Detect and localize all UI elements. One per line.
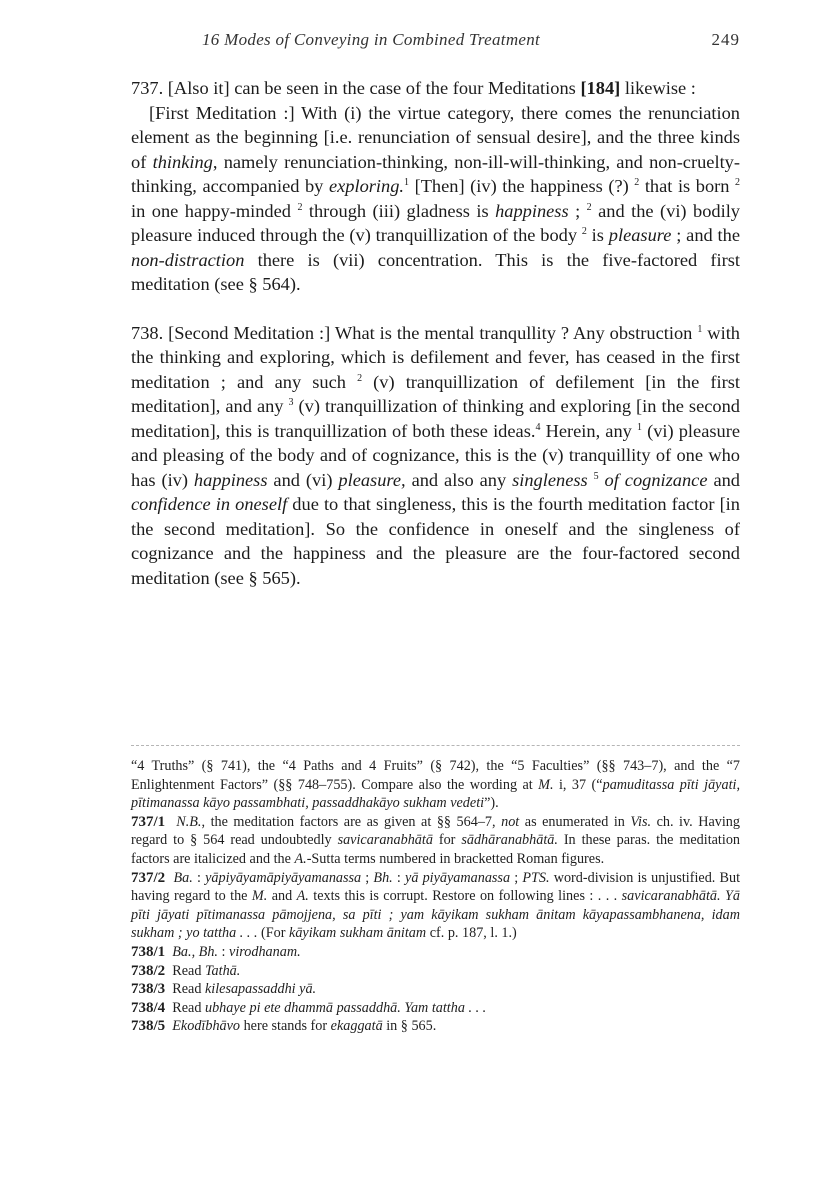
footnote-marker: 4 [535, 421, 541, 433]
footnote-738-1: 738/1 Ba., Bh. : virodhanam. [131, 943, 301, 960]
footnote-marker: 1 [636, 421, 642, 433]
footnote-continuation: “4 Truths” (§ 741), the “4 Paths and 4 Fruits” (§ 742), the “5 Faculties” (§§ 743–7), and the “7 Enlightenment Factors” (§§ 748–755). Compare also the wording at M. i, 37 (“pamuditassa pīti jāyati, pītimanassa kāyo passambhati, passaddhakāyo sukham vedeti”). [131, 758, 740, 812]
footnote-marker: 2 [735, 177, 740, 188]
page-reference: [184] [580, 78, 621, 98]
footnotes [131, 757, 740, 1036]
paragraph-number: 738. [131, 322, 164, 343]
footnote-738-2: 738/2 Read Tathā. [131, 962, 241, 979]
footnote-marker: 3 [288, 397, 294, 408]
footnote-divider [131, 745, 740, 746]
footnote-marker: 2 [634, 177, 640, 188]
footnote-738-5: 738/5 Ekodībhāvo here stands for ekaggatā in § 565. [131, 1018, 437, 1035]
footnote-label: 738/3 [131, 981, 166, 998]
main-text [131, 76, 740, 590]
footnote-738-3: 738/3 Read kilesapassaddhi yā. [131, 981, 317, 998]
footnote-label: 738/4 [131, 999, 166, 1016]
footnote-marker: 5 [593, 470, 599, 482]
footnote-738-4: 738/4 Read ubhaye pi ete dhammā passaddhā. Yam tattha . . . [131, 999, 487, 1016]
footnote-label: 738/1 [131, 943, 166, 960]
footnote-label: 738/5 [131, 1018, 166, 1035]
footnote-737-2: 737/2 Ba. : yāpiyāyamāpiyāyamanassa ; Bh. : yā piyāyamanassa ; PTS. word-division is unjustified. But having regard to the M. and A. texts this is corrupt. Restore on following lines : . . . savicaranabhātā. Yā pīti jāyati pītimanassa pāmojjena, sa pīti ; yam kāyikam sukham ānitam kāyapassambhanena, idam sukham ; yo tattha . . . (For kāyikam sukham ānitam cf. p. 187, l. 1.) [131, 869, 741, 942]
footnote-label: 737/2 [131, 869, 166, 886]
footnote-737-1: 737/1 N.B., the meditation factors are as given at §§ 564–7, not as enumerated in Vis. ch. iv. Having regard to § 564 read undoubtedly savicaranabhātā for sādhāranabhātā. In these paras. the meditation factors are italicized and the A.-Sutta terms numbered in bracketted Roman figures. [131, 813, 741, 867]
paragraph-number: 737. [131, 78, 164, 98]
paragraph-737-intro: 737. [Also it] can be seen in the case of the four Meditations [184] likewise : [131, 78, 696, 98]
footnote-label: 738/2 [131, 962, 166, 979]
footnote-marker: 2 [357, 372, 363, 384]
footnote-label: 737/1 [131, 813, 166, 830]
footnote-marker: 2 [297, 201, 303, 213]
page-number: 249 [711, 30, 740, 49]
running-head [200, 30, 740, 52]
footnote-marker: 2 [586, 201, 592, 213]
paragraph-737-first-meditation: [First Meditation :] With (i) the virtue category, there comes the renunciation element as the beginning [i.e. renunciation of sensual desire], and the three kinds of thinking, namely renunciation-thinking, non-ill-will-thinking, and non-cruelty-thinking, accompanied by exploring.$^1$ [Then] (iv) the happiness (?) $^2$ that is born $^2$ in one happy-minded $^2$ through (iii) gladness is happiness ; $^2$ and the (vi) bodily pleasure induced through the (v) tranquillization of the body $^2$ is pleasure ; and the non-distraction there is (vii) concentration. This is the five-factored first meditation (see § 564). [131, 102, 740, 294]
running-title: 16 Modes of Conveying in Combined Treatment [202, 30, 541, 49]
footnote-marker: 1 [404, 177, 410, 188]
footnote-marker: 2 [581, 226, 587, 237]
footnote-marker: 1 [697, 323, 703, 335]
paragraph-738: 738. [Second Meditation :] What is the mental tranqullity ? Any obstruction $^1$ with the thinking and exploring, which is defilement and fever, has ceased in the first meditation ; and any such $^2$ (v) tranquillization of defilement [in the first meditation], and any $^3$ (v) tranquillization of thinking and exploring [in the second meditation], this is tranquillization of both these ideas.$^4$ Herein, any $^1$ (vi) pleasure and pleasing of the body and of cognizance, this is the (v) tranquillity of one who has (iv) happiness and (vi) pleasure, and also any singleness $^5$ of cognizance and confidence in oneself due to that singleness, this is the fourth meditation factor [in the second meditation]. So the confidence in oneself and the singleness of cognizance and the happiness and the pleasure are the four-factored second meditation (see § 565). [131, 322, 740, 588]
